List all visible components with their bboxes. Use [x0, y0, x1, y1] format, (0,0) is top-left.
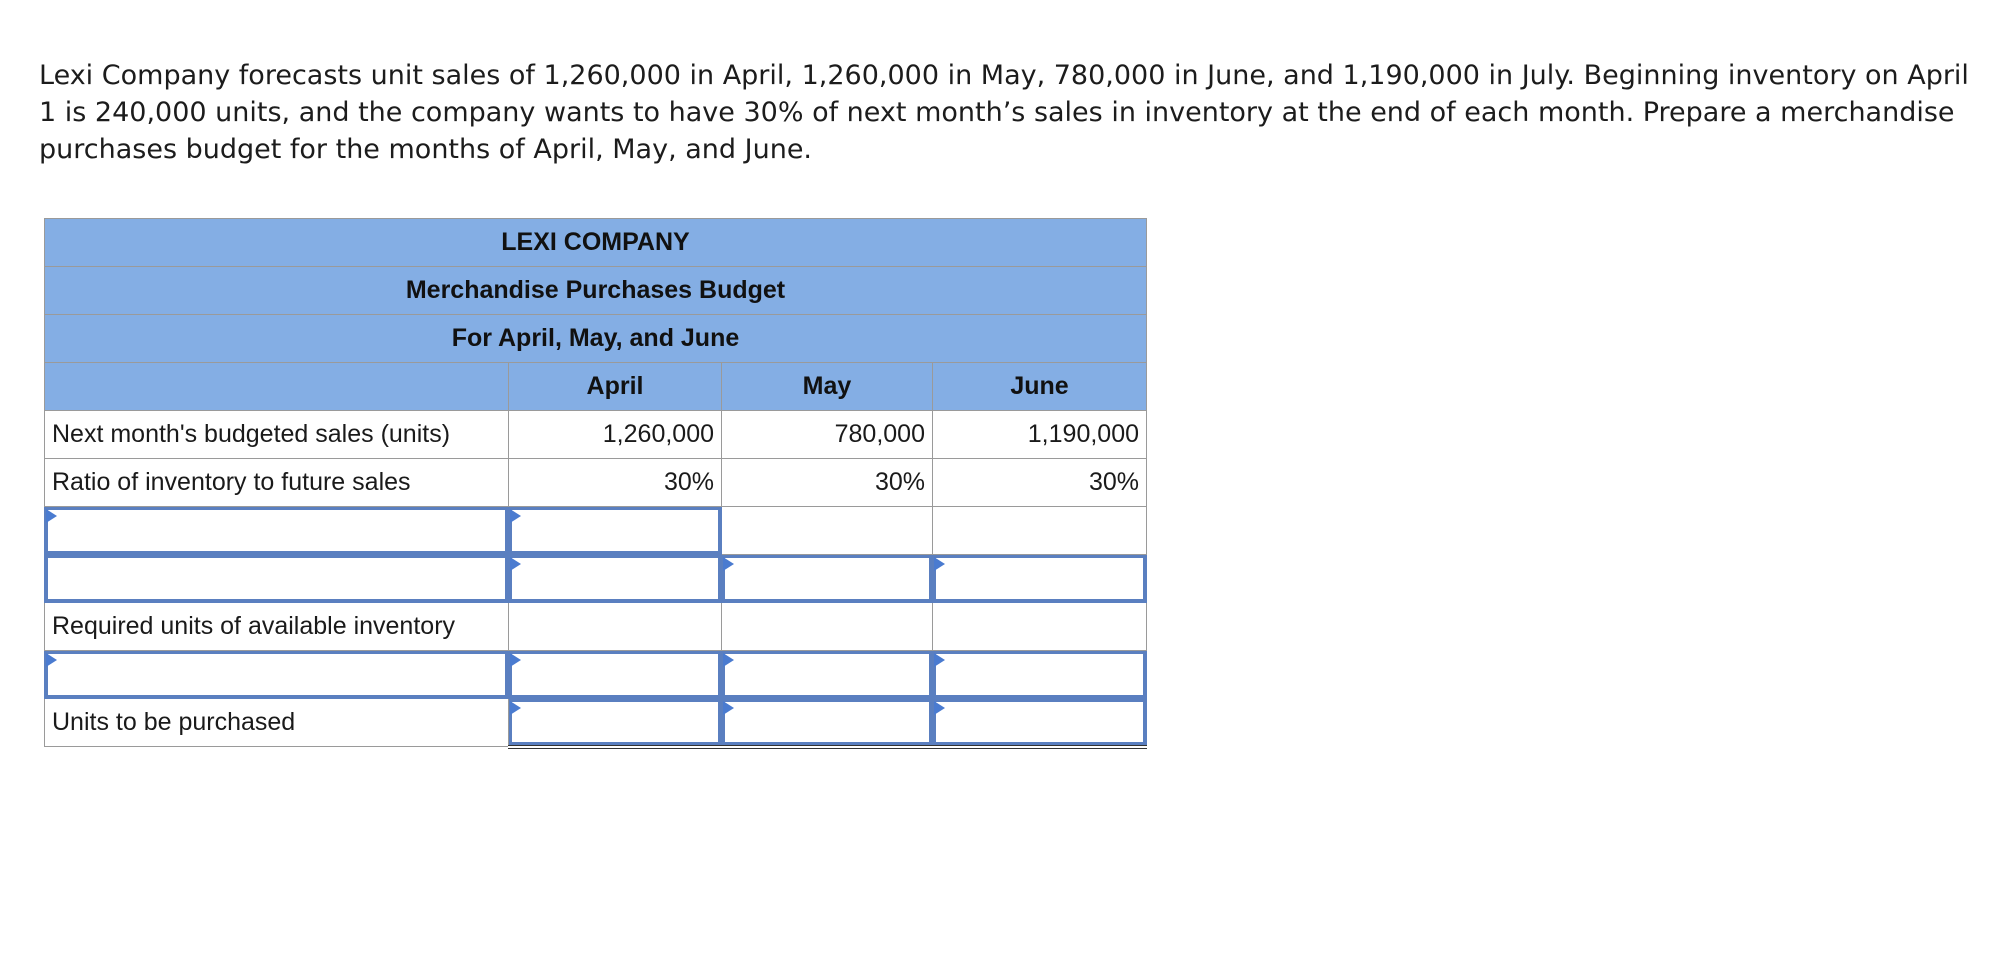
cell-april: 1,260,000: [509, 411, 722, 459]
budget-period: For April, May, and June: [45, 315, 1147, 363]
month-header-blank: [45, 363, 509, 411]
cell-may: [722, 507, 933, 555]
row-label: Next month's budgeted sales (units): [45, 411, 509, 459]
row-required-inventory: [45, 603, 1147, 651]
month-header-april: April: [509, 363, 722, 411]
header-row-title: [45, 267, 1147, 315]
month-header-june: June: [933, 363, 1147, 411]
input-may[interactable]: [722, 651, 933, 699]
problem-statement: Lexi Company forecasts unit sales of 1,260,000 in April, 1,260,000 in May, 780,000 in June, and 1,190,000 in July. Beginning inventory on April 1 is 240,000 units, and the company wants to have 30% of next month’s sales in inventory at the end of each month. Prepare a merchandise purchases budget for the months of April, May, and June.: [39, 60, 1969, 165]
cell-may: 30%: [722, 459, 933, 507]
input-april[interactable]: [509, 555, 722, 603]
header-row-months: [45, 363, 1147, 411]
company-name: LEXI COMPANY: [45, 219, 1147, 267]
input-may[interactable]: [722, 555, 933, 603]
cell-june: [933, 603, 1147, 651]
input-june-total[interactable]: [933, 699, 1147, 747]
header-row-period: [45, 315, 1147, 363]
input-april-total[interactable]: [509, 699, 722, 747]
label-input-field[interactable]: [45, 555, 509, 603]
input-june[interactable]: [933, 555, 1147, 603]
cell-june: 1,190,000: [933, 411, 1147, 459]
row-label: Units to be purchased: [45, 699, 509, 747]
cell-june: [933, 507, 1147, 555]
row-input-3: [45, 651, 1147, 699]
budget-title: Merchandise Purchases Budget: [45, 267, 1147, 315]
cell-may: 780,000: [722, 411, 933, 459]
row-units-purchased: [45, 699, 1147, 747]
month-header-may: May: [722, 363, 933, 411]
row-label: Required units of available inventory: [45, 603, 509, 651]
row-input-2: [45, 555, 1147, 603]
row-next-month-sales: [45, 411, 1147, 459]
row-ratio: [45, 459, 1147, 507]
label-input-dropdown[interactable]: [45, 651, 509, 699]
input-may-total[interactable]: [722, 699, 933, 747]
merchandise-purchases-budget-table: [44, 218, 1147, 749]
header-row-company: [45, 219, 1147, 267]
cell-april: 30%: [509, 459, 722, 507]
input-june[interactable]: [933, 651, 1147, 699]
row-label: Ratio of inventory to future sales: [45, 459, 509, 507]
input-april[interactable]: [509, 507, 722, 555]
row-input-1: [45, 507, 1147, 555]
cell-may: [722, 603, 933, 651]
cell-june: 30%: [933, 459, 1147, 507]
input-april[interactable]: [509, 651, 722, 699]
cell-april: [509, 603, 722, 651]
label-input-dropdown[interactable]: [45, 507, 509, 555]
